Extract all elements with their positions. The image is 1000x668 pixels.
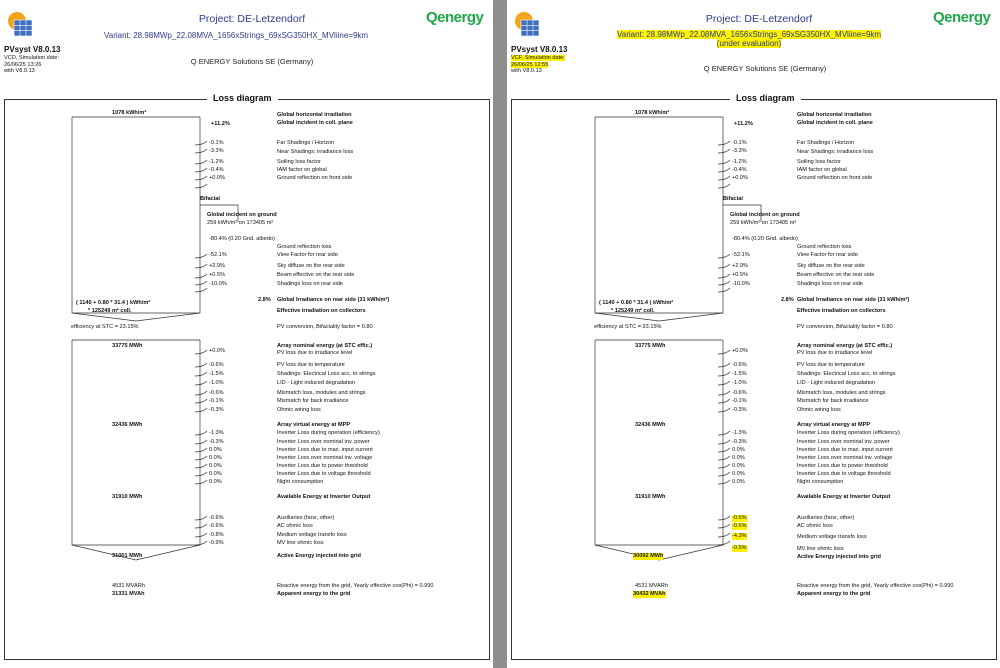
gground-value: 259 kWh/m² on 173405 m²	[730, 220, 797, 226]
coll-value: * 125249 m² coll.	[88, 308, 132, 314]
pct-inv-vthr: 0.0%	[732, 471, 745, 477]
label-mismatch-back: Mismatch for back irradiance	[797, 398, 869, 404]
label-gincoll: Global incident in coll. plane	[797, 120, 873, 126]
label-apparent: Apparent energy to the grid	[277, 591, 351, 597]
ghi-value: 1078 kWh/m²	[112, 110, 147, 116]
pct-iam: -0.4%	[209, 167, 224, 173]
label-lid: LID - Light induced degradation	[277, 380, 356, 386]
pct-rear: 2.8%	[781, 297, 794, 303]
sim-meta: VCD, Simulation date: 26/06/25 13:26 with V8.0.13	[4, 55, 60, 75]
inv-out-value: 31910 MWh	[635, 494, 666, 500]
pct-ac-ohmic: -0.6%	[209, 523, 224, 529]
label-ground-front: Ground reflection on front side	[277, 175, 353, 181]
pct-soiling: -1.2%	[732, 159, 747, 165]
pct-beam: +0.5%	[732, 272, 749, 278]
label-view: View Factor for rear side	[797, 252, 858, 258]
mpp-value: 32436 MWh	[635, 422, 666, 428]
pct-elec-shad: -1.5%	[732, 371, 747, 377]
pct-ground-front: +0.0%	[209, 175, 226, 181]
label-near: Near Shadings: irradiance loss	[277, 149, 354, 155]
pct-inv-volt: 0.0%	[732, 455, 745, 461]
project-title: Project: DE-Letzendorf	[705, 13, 813, 25]
company-name: Q ENERGY Solutions SE (Germany)	[190, 57, 314, 66]
label-ohmic: Ohmic wiring loss	[277, 407, 321, 413]
label-inv-op: Inverter Loss during operation (efficiency)	[277, 430, 380, 436]
label-irr-level: PV loss due to irradiance level	[277, 350, 353, 356]
label-grid: Active Energy injected into grid	[797, 554, 881, 560]
label-shad-rear: Shadings loss on rear side	[277, 281, 343, 287]
pct-lid: -1.0%	[209, 380, 224, 386]
inv-out-value: 31910 MWh	[112, 494, 143, 500]
label-soiling: Soiling loss factor	[797, 159, 841, 165]
pct-aux: -0.5%	[732, 515, 747, 521]
label-ground-refl: Ground reflection loss	[797, 244, 852, 250]
pct-inv-op: -1.3%	[732, 430, 747, 436]
variant-note: (under evaluation)	[716, 39, 782, 48]
label-temp: PV loss due to temperature	[797, 362, 865, 368]
label-ground-front: Ground reflection on front side	[797, 175, 873, 181]
label-iam: IAM factor on global	[797, 167, 847, 173]
label-mv-transfo: Medium voltage transfo loss	[277, 532, 347, 538]
nominal-value: 33775 MWh	[635, 343, 666, 349]
reactive-value: 4531 MVARh	[112, 583, 145, 589]
pct-mismatch: -0.6%	[209, 390, 224, 396]
pct-mismatch-back: -0.1%	[209, 398, 224, 404]
label-grear: Global Irradiance on rear side (31 kWh/m²)	[797, 297, 910, 303]
pct-shad-rear: -10.0%	[209, 281, 227, 287]
label-shad-rear: Shadings loss on rear side	[797, 281, 863, 287]
label-eff-irr: Effective irradiation on collectors	[277, 308, 366, 314]
variant-title: Variant: 28.98MWp_22.08MVA_1656xStrings_69xSG350HX_MVliine=9km	[617, 30, 882, 39]
label-reactive: Reactive energy from the grid, Yearly effective cos(Phi) = 0.990	[797, 583, 954, 589]
label-temp: PV loss due to temperature	[277, 362, 345, 368]
sim-meta: VCF, Simulation date: 26/06/25 12:55 with V8.0.13	[511, 55, 565, 75]
label-ac-ohmic: AC ohmic loss	[797, 523, 833, 529]
label-inv-volt: Inverter Loss over nominal inv. voltage	[797, 455, 893, 461]
report-page-right	[507, 0, 1000, 668]
pct-mv-line: -0.5%	[732, 545, 747, 551]
label-inv-volt: Inverter Loss over nominal inv. voltage	[277, 455, 373, 461]
efficiency-value: efficiency at STC = 23.15%	[71, 324, 139, 330]
label-inv-cur: Inverter Loss due to max. input current	[797, 447, 893, 453]
label-mv-line: MV line ohmic loss	[797, 546, 844, 552]
label-eff-irr: Effective irradiation on collectors	[797, 308, 886, 314]
pct-mv-transfo: -4.3%	[732, 533, 747, 539]
gground-label: Global incident on ground	[207, 212, 277, 218]
company-name: Q ENERGY Solutions SE (Germany)	[703, 64, 827, 73]
mpp-value: 32436 MWh	[112, 422, 143, 428]
label-irr-level: PV loss due to irradiance level	[797, 350, 873, 356]
label-nominal: Array nominal energy (at STC effic.)	[277, 343, 373, 349]
pct-soiling: -1.2%	[209, 159, 224, 165]
pct-view: -52.1%	[209, 252, 227, 258]
pct-mv-transfo: -0.8%	[209, 532, 224, 538]
pct-temp: -0.6%	[209, 362, 224, 368]
label-iam: IAM factor on global	[277, 167, 327, 173]
pct-sky: +2.9%	[732, 263, 749, 269]
ghi-value: 1078 kWh/m²	[635, 110, 670, 116]
pct-inv-volt: 0.0%	[209, 455, 222, 461]
label-soiling: Soiling loss factor	[277, 159, 321, 165]
label-beam: Beam effective on the rear side	[797, 272, 875, 278]
apparent-value: 30432 MVAh	[633, 591, 666, 597]
efficiency-value: efficiency at STC = 23.15%	[594, 324, 662, 330]
coll-value: * 125249 m² coll.	[611, 308, 655, 314]
brand-logo: Qenergy	[426, 9, 484, 26]
label-ohmic: Ohmic wiring loss	[797, 407, 841, 413]
label-grid: Active Energy injected into grid	[277, 553, 361, 559]
label-mismatch-back: Mismatch for back irradiance	[277, 398, 349, 404]
pct-gincoll: +11.2%	[734, 121, 753, 127]
label-grear: Global Irradiance on rear side (31 kWh/m²)	[277, 297, 390, 303]
label-sky: Sky diffuse on the rear side	[797, 263, 865, 269]
label-mismatch: Mismatch loss, modules and strings	[797, 390, 886, 396]
project-title: Project: DE-Letzendorf	[198, 13, 306, 25]
pct-view: -52.1%	[732, 252, 750, 258]
loss-diagram-title: Loss diagram	[730, 93, 801, 103]
loss-flow-arrows	[0, 0, 493, 668]
label-nominal: Array nominal energy (at STC effic.)	[797, 343, 893, 349]
pct-mismatch-back: -0.1%	[732, 398, 747, 404]
label-aux: Auxiliaries (fans, other)	[797, 515, 855, 521]
label-inv-out: Available Energy at Inverter Output	[277, 494, 371, 500]
label-inv-pow: Inverter Loss over nominal inv. power	[277, 439, 370, 445]
label-inv-out: Available Energy at Inverter Output	[797, 494, 891, 500]
pct-far: -0.1%	[732, 140, 747, 146]
label-mpp: Array virtual energy at MPP	[797, 422, 871, 428]
pct-ground-front: +0.0%	[732, 175, 749, 181]
pct-inv-cur: 0.0%	[732, 447, 745, 453]
software-version: PVsyst V8.0.13	[511, 45, 568, 54]
gground-value: 259 kWh/m² on 173405 m²	[207, 220, 274, 226]
label-lid: LID - Light induced degradation	[797, 380, 876, 386]
label-near: Near Shadings: irradiance loss	[797, 149, 874, 155]
pct-inv-cur: 0.0%	[209, 447, 222, 453]
brand-logo: Qenergy	[933, 9, 991, 26]
label-mv-transfo: Medium voltage transfo loss	[797, 534, 867, 540]
pct-irr-level: +0.0%	[209, 348, 226, 354]
label-aux: Auxiliaries (fans, other)	[277, 515, 335, 521]
reactive-value: 4531 MVARh	[635, 583, 668, 589]
label-inv-vthr: Inverter Loss due to voltage threshold	[797, 471, 891, 477]
pct-ohmic: -0.3%	[209, 407, 224, 413]
apparent-value: 31331 MVAh	[112, 591, 145, 597]
formula-value: ( 1140 + 0.80 * 31.4 ) kWh/m²	[599, 300, 674, 306]
label-reactive: Reactive energy from the grid, Yearly effective cos(Phi) = 0.990	[277, 583, 434, 589]
pct-mismatch: -0.6%	[732, 390, 747, 396]
label-mpp: Array virtual energy at MPP	[277, 422, 351, 428]
pct-night: 0.0%	[732, 479, 745, 485]
pct-mv-line: -0.9%	[209, 540, 224, 546]
pct-inv-pthr: 0.0%	[732, 463, 745, 469]
label-pvconv: PV conversion, Bifaciality factor = 0.80	[797, 324, 893, 330]
pct-near: -3.3%	[732, 148, 747, 154]
label-inv-pthr: Inverter Loss due to power threshold	[277, 463, 368, 469]
label-night: Night consumption	[277, 479, 324, 485]
label-ghi: Global horizontal irradiation	[797, 112, 872, 118]
pct-inv-op: -1.3%	[209, 430, 224, 436]
label-elec-shad: Shadings: Electrical Loss acc. to strings	[797, 371, 896, 377]
pct-irr-level: +0.0%	[732, 348, 749, 354]
report-page-left	[0, 0, 493, 668]
pct-sky: +2.9%	[209, 263, 226, 269]
pct-lid: -1.0%	[732, 380, 747, 386]
page-gap	[493, 0, 507, 668]
pct-near: -3.3%	[209, 148, 224, 154]
loss-flow-arrows	[507, 0, 1000, 668]
label-mismatch: Mismatch loss, modules and strings	[277, 390, 366, 396]
grid-value: 31001 MWh	[112, 553, 143, 559]
pct-ohmic: -0.3%	[732, 407, 747, 413]
loss-diagram-title: Loss diagram	[207, 93, 278, 103]
pct-elec-shad: -1.5%	[209, 371, 224, 377]
label-far: Far Shadings / Horizon	[277, 140, 335, 146]
software-version: PVsyst V8.0.13	[4, 45, 61, 54]
label-inv-pthr: Inverter Loss due to power threshold	[797, 463, 888, 469]
formula-value: ( 1140 + 0.80 * 31.4 ) kWh/m²	[76, 300, 151, 306]
label-inv-pow: Inverter Loss over nominal inv. power	[797, 439, 890, 445]
pct-iam: -0.4%	[732, 167, 747, 173]
pct-beam: +0.5%	[209, 272, 226, 278]
label-gincoll: Global incident in coll. plane	[277, 120, 353, 126]
label-elec-shad: Shadings: Electrical Loss acc. to strings	[277, 371, 376, 377]
albedo-value: -80.4% (0.20 Gnd. albedo)	[732, 236, 798, 242]
bifacial-label: Bifacial	[723, 196, 743, 202]
gground-label: Global incident on ground	[730, 212, 800, 218]
pct-far: -0.1%	[209, 140, 224, 146]
pct-aux: -0.6%	[209, 515, 224, 521]
pct-inv-pow: -0.3%	[732, 439, 747, 445]
pct-inv-pow: -0.3%	[209, 439, 224, 445]
variant-title: Variant: 28.98MWp_22.08MVA_1656xStrings_69xSG350HX_MVliine=9km	[104, 31, 369, 40]
label-beam: Beam effective on the rear side	[277, 272, 355, 278]
label-far: Far Shadings / Horizon	[797, 140, 855, 146]
label-ground-refl: Ground reflection loss	[277, 244, 332, 250]
label-mv-line: MV line ohmic loss	[277, 540, 324, 546]
pct-temp: -0.6%	[732, 362, 747, 368]
label-pvconv: PV conversion, Bifaciality factor = 0.80	[277, 324, 373, 330]
pct-inv-pthr: 0.0%	[209, 463, 222, 469]
label-sky: Sky diffuse on the rear side	[277, 263, 345, 269]
label-night: Night consumption	[797, 479, 844, 485]
pct-gincoll: +11.2%	[211, 121, 230, 127]
label-inv-op: Inverter Loss during operation (efficiency)	[797, 430, 900, 436]
pct-rear: 2.8%	[258, 297, 271, 303]
label-apparent: Apparent energy to the grid	[797, 591, 871, 597]
pct-shad-rear: -10.0%	[732, 281, 750, 287]
pct-night: 0.0%	[209, 479, 222, 485]
pct-ac-ohmic: -0.5%	[732, 523, 747, 529]
label-inv-vthr: Inverter Loss due to voltage threshold	[277, 471, 371, 477]
bifacial-label: Bifacial	[200, 196, 220, 202]
pct-inv-vthr: 0.0%	[209, 471, 222, 477]
label-inv-cur: Inverter Loss due to max. input current	[277, 447, 373, 453]
grid-value: 30092 MWh	[633, 553, 664, 559]
label-ghi: Global horizontal irradiation	[277, 112, 352, 118]
nominal-value: 33775 MWh	[112, 343, 143, 349]
albedo-value: -80.4% (0.20 Gnd. albedo)	[209, 236, 275, 242]
label-ac-ohmic: AC ohmic loss	[277, 523, 313, 529]
label-view: View Factor for rear side	[277, 252, 338, 258]
